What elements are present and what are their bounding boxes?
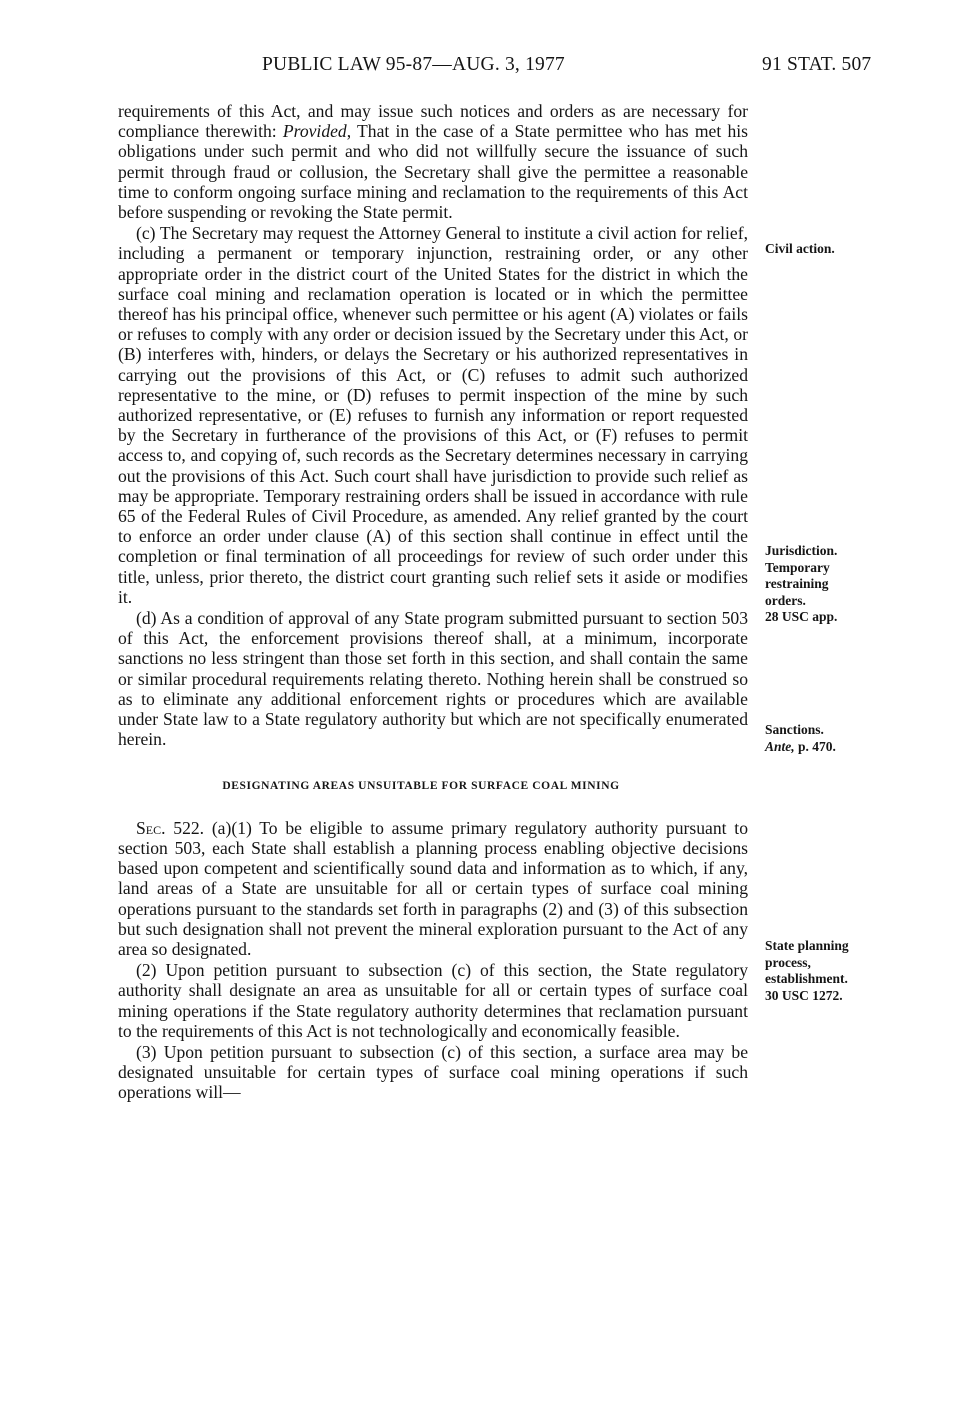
- paragraph-d: (d) As a condition of approval of any State program submitted pursuant to section 503 of this Act, the enforcement provisions thereof shall, at a minimum, incorporate sanctions no less stringent than those set forth in this section, and shall contain the same or similar procedural requirements relating thereto. Nothing herein shall be construed so as to eliminate any additional enforcement rights or procedures which are available under State law to a State regulatory authority but which are not specifically enumerated herein.: [118, 608, 748, 750]
- section-label: Sec. 522.: [136, 817, 205, 838]
- paragraph-text: (a)(1) To be eligible to assume primary regulatory authority pursuant to section 503, each State shall establish a planning process enabling objective decisions based upon competent and scientifically sound data and information as to which, if any, land areas of a State are unsuitable for all or certain types of surface coal mining operations pursuant to the standards set forth in paragraphs (2) and (3) of this subsection but such designation shall not prevent the mineral exploration pursuant to the Act of any area so designated.: [118, 817, 748, 959]
- header-title: PUBLIC LAW 95-87—AUG. 3, 1977: [262, 54, 565, 75]
- page-header: [0, 54, 958, 84]
- section-522-a1: [118, 818, 748, 959]
- margin-note-state-planning: State planning process, establishment. 30 USC 1272.: [765, 938, 849, 1003]
- paragraph-a3: (3) Upon petition pursuant to subsection (c) of this section, a surface area may be designated unsuitable for certain types of surface coal mining operations if such operations will—: [118, 1041, 748, 1103]
- section-heading: DESIGNATING AREAS UNSUITABLE FOR SURFACE COAL MINING: [222, 779, 620, 792]
- paragraph-c: (c) The Secretary may request the Attorney General to institute a civil action for relief, including a permanent or temporary injunction, restraining order, or any other appropriate order in the district court of the United States for the district in which the surface coal mining and reclamation operation is located or in which the permittee thereof has his principal office, whenever such permittee or his agent (A) violates or fails or refuses to comply with any order or decision issued by the Secretary under this Act, or (B) interferes with, hinders, or delays the Secretary or his authorized representatives in carrying out the provisions of this Act, or (C) refuses to admit such authorized representative to the mine, or (D) refuses to permit inspection of the mine by such authorized representative, or (E) refuses to furnish any information or report requested by the Secretary in furtherance of the provisions of this Act, or (F) refuses to permit access to, and copying of, such records as the Secretary determines necessary in carrying out the provisions of this Act. Such court shall have jurisdiction to provide such relief as may be appropriate. Temporary restraining orders shall be issued in accordance with rule 65 of the Federal Rules of Civil Procedure, as amended. Any relief granted by the court to enforce an order under clause (A) of this section shall continue in effect until the completion or final termination of all proceedings for review of such order under this title, unless, prior thereto, the district court granting such relief sets it aside or modifies it.: [118, 223, 748, 607]
- paragraph-continuation: [118, 101, 748, 222]
- margin-note-jurisdiction: Jurisdiction. Temporary restraining orders. 28 USC app.: [765, 543, 838, 624]
- margin-note-civil-action: Civil action.: [765, 241, 835, 256]
- paragraph-text: , That in the case of a State permittee who has met his obligations under such permit and who did not willfully secure the issuance of such permit through fraud or collusion, the Secretary shall give the permittee a reasonable time to conform ongoing surface mining and reclamation to the requirements of this Act before suspending or revoking the State permit.: [118, 121, 749, 223]
- provided-italic: Provided: [282, 121, 347, 142]
- paragraph-text: requirements of this Act, and may issue such notices and orders as are necessary for compliance therewith:: [118, 101, 748, 142]
- header-stat-citation: 91 STAT. 507: [762, 54, 872, 75]
- main-text: [118, 101, 748, 1103]
- paragraph-a2: (2) Upon petition pursuant to subsection (c) of this section, the State regulatory authority shall designate an area as unsuitable for all or certain types of surface coal mining operations if the State regulatory authority determines that reclamation pursuant to the requirements of this Act is not technologically and economically feasible.: [118, 960, 748, 1041]
- ante-italic: Ante,: [765, 738, 795, 754]
- margin-note-sanctions: Sanctions. Ante, p. 470.: [765, 722, 836, 754]
